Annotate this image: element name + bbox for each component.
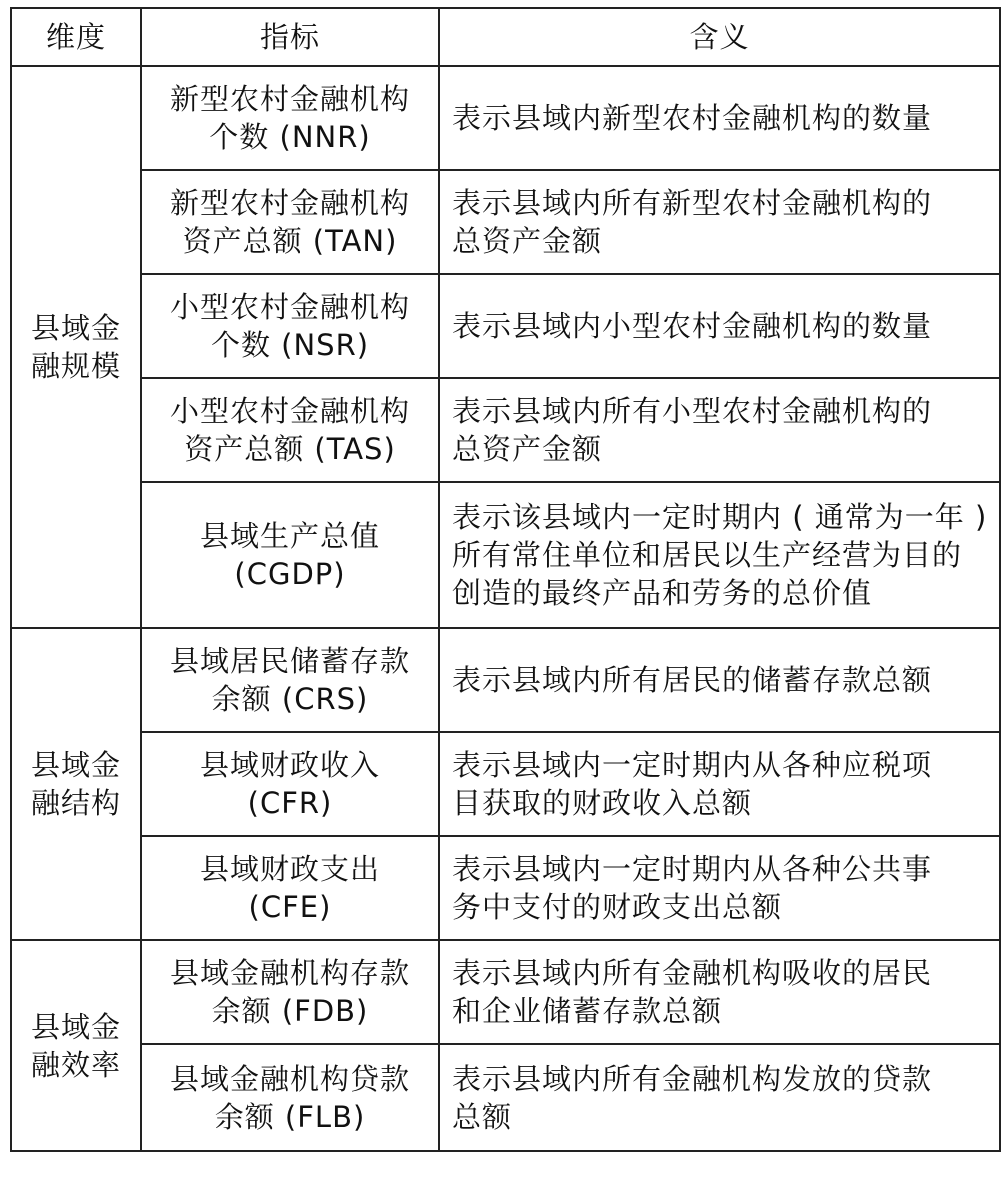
meaning-line: 所有常住单位和居民以生产经营为目的: [452, 538, 963, 572]
indicator-line: 县域金融机构存款: [169, 956, 410, 990]
table-row: [11, 170, 1000, 274]
indicator-cell: [141, 836, 439, 940]
indicator-cell: [141, 482, 439, 628]
indicator-line: 个数 (NSR): [210, 328, 370, 362]
indicator-table-container: [10, 7, 1001, 1152]
table-row: [11, 836, 1000, 940]
meaning-line: 表示县域内所有金融机构发放的贷款: [452, 1061, 933, 1096]
dimension-line: 县域金: [30, 1009, 121, 1044]
meaning-line: 表示县域内所有新型农村金融机构的: [452, 186, 933, 220]
table-row: [11, 940, 1000, 1044]
meaning-cell: [439, 482, 1000, 628]
dimension-line: 县域金: [30, 748, 121, 782]
indicator-line: 县域金融机构贷款: [169, 1061, 410, 1096]
indicator-cell: [141, 940, 439, 1044]
meaning-cell: [439, 1044, 1000, 1151]
dimension-cell: [11, 940, 141, 1151]
dimension-cell: [11, 628, 141, 940]
meaning-cell: [439, 836, 1000, 940]
header-dimension: 维度: [11, 8, 141, 66]
meaning-line: 表示县域内小型农村金融机构的数量: [452, 309, 933, 343]
table-row: [11, 66, 1000, 170]
indicator-line: 资产总额 (TAN): [182, 224, 398, 258]
dimension-line: 县域金: [30, 311, 121, 345]
meaning-line: 创造的最终产品和劳务的总价值: [452, 576, 873, 610]
indicator-cell: [141, 170, 439, 274]
indicator-line: (CGDP): [234, 557, 346, 591]
indicator-table: [10, 7, 1001, 1152]
indicator-line: 小型农村金融机构: [169, 394, 410, 428]
dimension-cell: [11, 66, 141, 628]
header-row: [11, 8, 1000, 66]
table-row: [11, 628, 1000, 732]
meaning-line: 表示县域内一定时期内从各种应税项: [452, 748, 933, 782]
indicator-line: (CFE): [248, 890, 332, 924]
meaning-line: 表示县域内所有金融机构吸收的居民: [452, 956, 933, 990]
indicator-line: 县域财政收入: [199, 748, 380, 782]
indicator-cell: [141, 1044, 439, 1151]
meaning-line: 表示县域内一定时期内从各种公共事: [452, 852, 933, 886]
meaning-line: 总资产金额: [452, 432, 603, 466]
table-row: [11, 1044, 1000, 1151]
meaning-cell: [439, 170, 1000, 274]
meaning-line: 表示县域内新型农村金融机构的数量: [452, 101, 933, 135]
indicator-line: 新型农村金融机构: [169, 82, 410, 116]
meaning-line: 务中支付的财政支出总额: [452, 890, 783, 924]
dimension-line: 融结构: [30, 786, 121, 820]
indicator-line: 个数 (NNR): [209, 120, 371, 154]
dimension-line: 融效率: [30, 1047, 121, 1082]
meaning-cell: [439, 732, 1000, 836]
meaning-line: 总额: [452, 1099, 513, 1134]
table-row: [11, 274, 1000, 378]
dimension-line: 融规模: [30, 349, 121, 383]
table-row: [11, 378, 1000, 482]
indicator-cell: [141, 732, 439, 836]
meaning-cell: [439, 274, 1000, 378]
meaning-line: 表示该县域内一定时期内 ( 通常为一年 ): [452, 500, 988, 534]
indicator-cell: [141, 628, 439, 732]
indicator-cell: [141, 378, 439, 482]
header-meaning: 含义: [439, 8, 1000, 66]
meaning-cell: [439, 66, 1000, 170]
meaning-line: 目获取的财政收入总额: [452, 786, 753, 820]
indicator-line: 县域居民储蓄存款: [169, 644, 410, 678]
meaning-line: 表示县域内所有小型农村金融机构的: [452, 394, 933, 428]
indicator-line: 县域生产总值: [199, 519, 380, 553]
indicator-line: 余额 (CRS): [211, 682, 369, 716]
indicator-line: (CFR): [247, 786, 333, 820]
meaning-line: 总资产金额: [452, 224, 603, 258]
indicator-cell: [141, 66, 439, 170]
indicator-line: 余额 (FLB): [214, 1099, 366, 1134]
table-row: [11, 732, 1000, 836]
meaning-cell: [439, 378, 1000, 482]
meaning-cell: [439, 940, 1000, 1044]
indicator-line: 县域财政支出: [199, 852, 380, 886]
indicator-line: 小型农村金融机构: [169, 290, 410, 324]
meaning-line: 和企业储蓄存款总额: [452, 994, 723, 1028]
indicator-cell: [141, 274, 439, 378]
meaning-line: 表示县域内所有居民的储蓄存款总额: [452, 663, 933, 697]
header-indicator: 指标: [141, 8, 439, 66]
indicator-line: 资产总额 (TAS): [184, 432, 396, 466]
indicator-line: 新型农村金融机构: [169, 186, 410, 220]
meaning-cell: [439, 628, 1000, 732]
indicator-line: 余额 (FDB): [211, 994, 369, 1028]
table-row: [11, 482, 1000, 628]
